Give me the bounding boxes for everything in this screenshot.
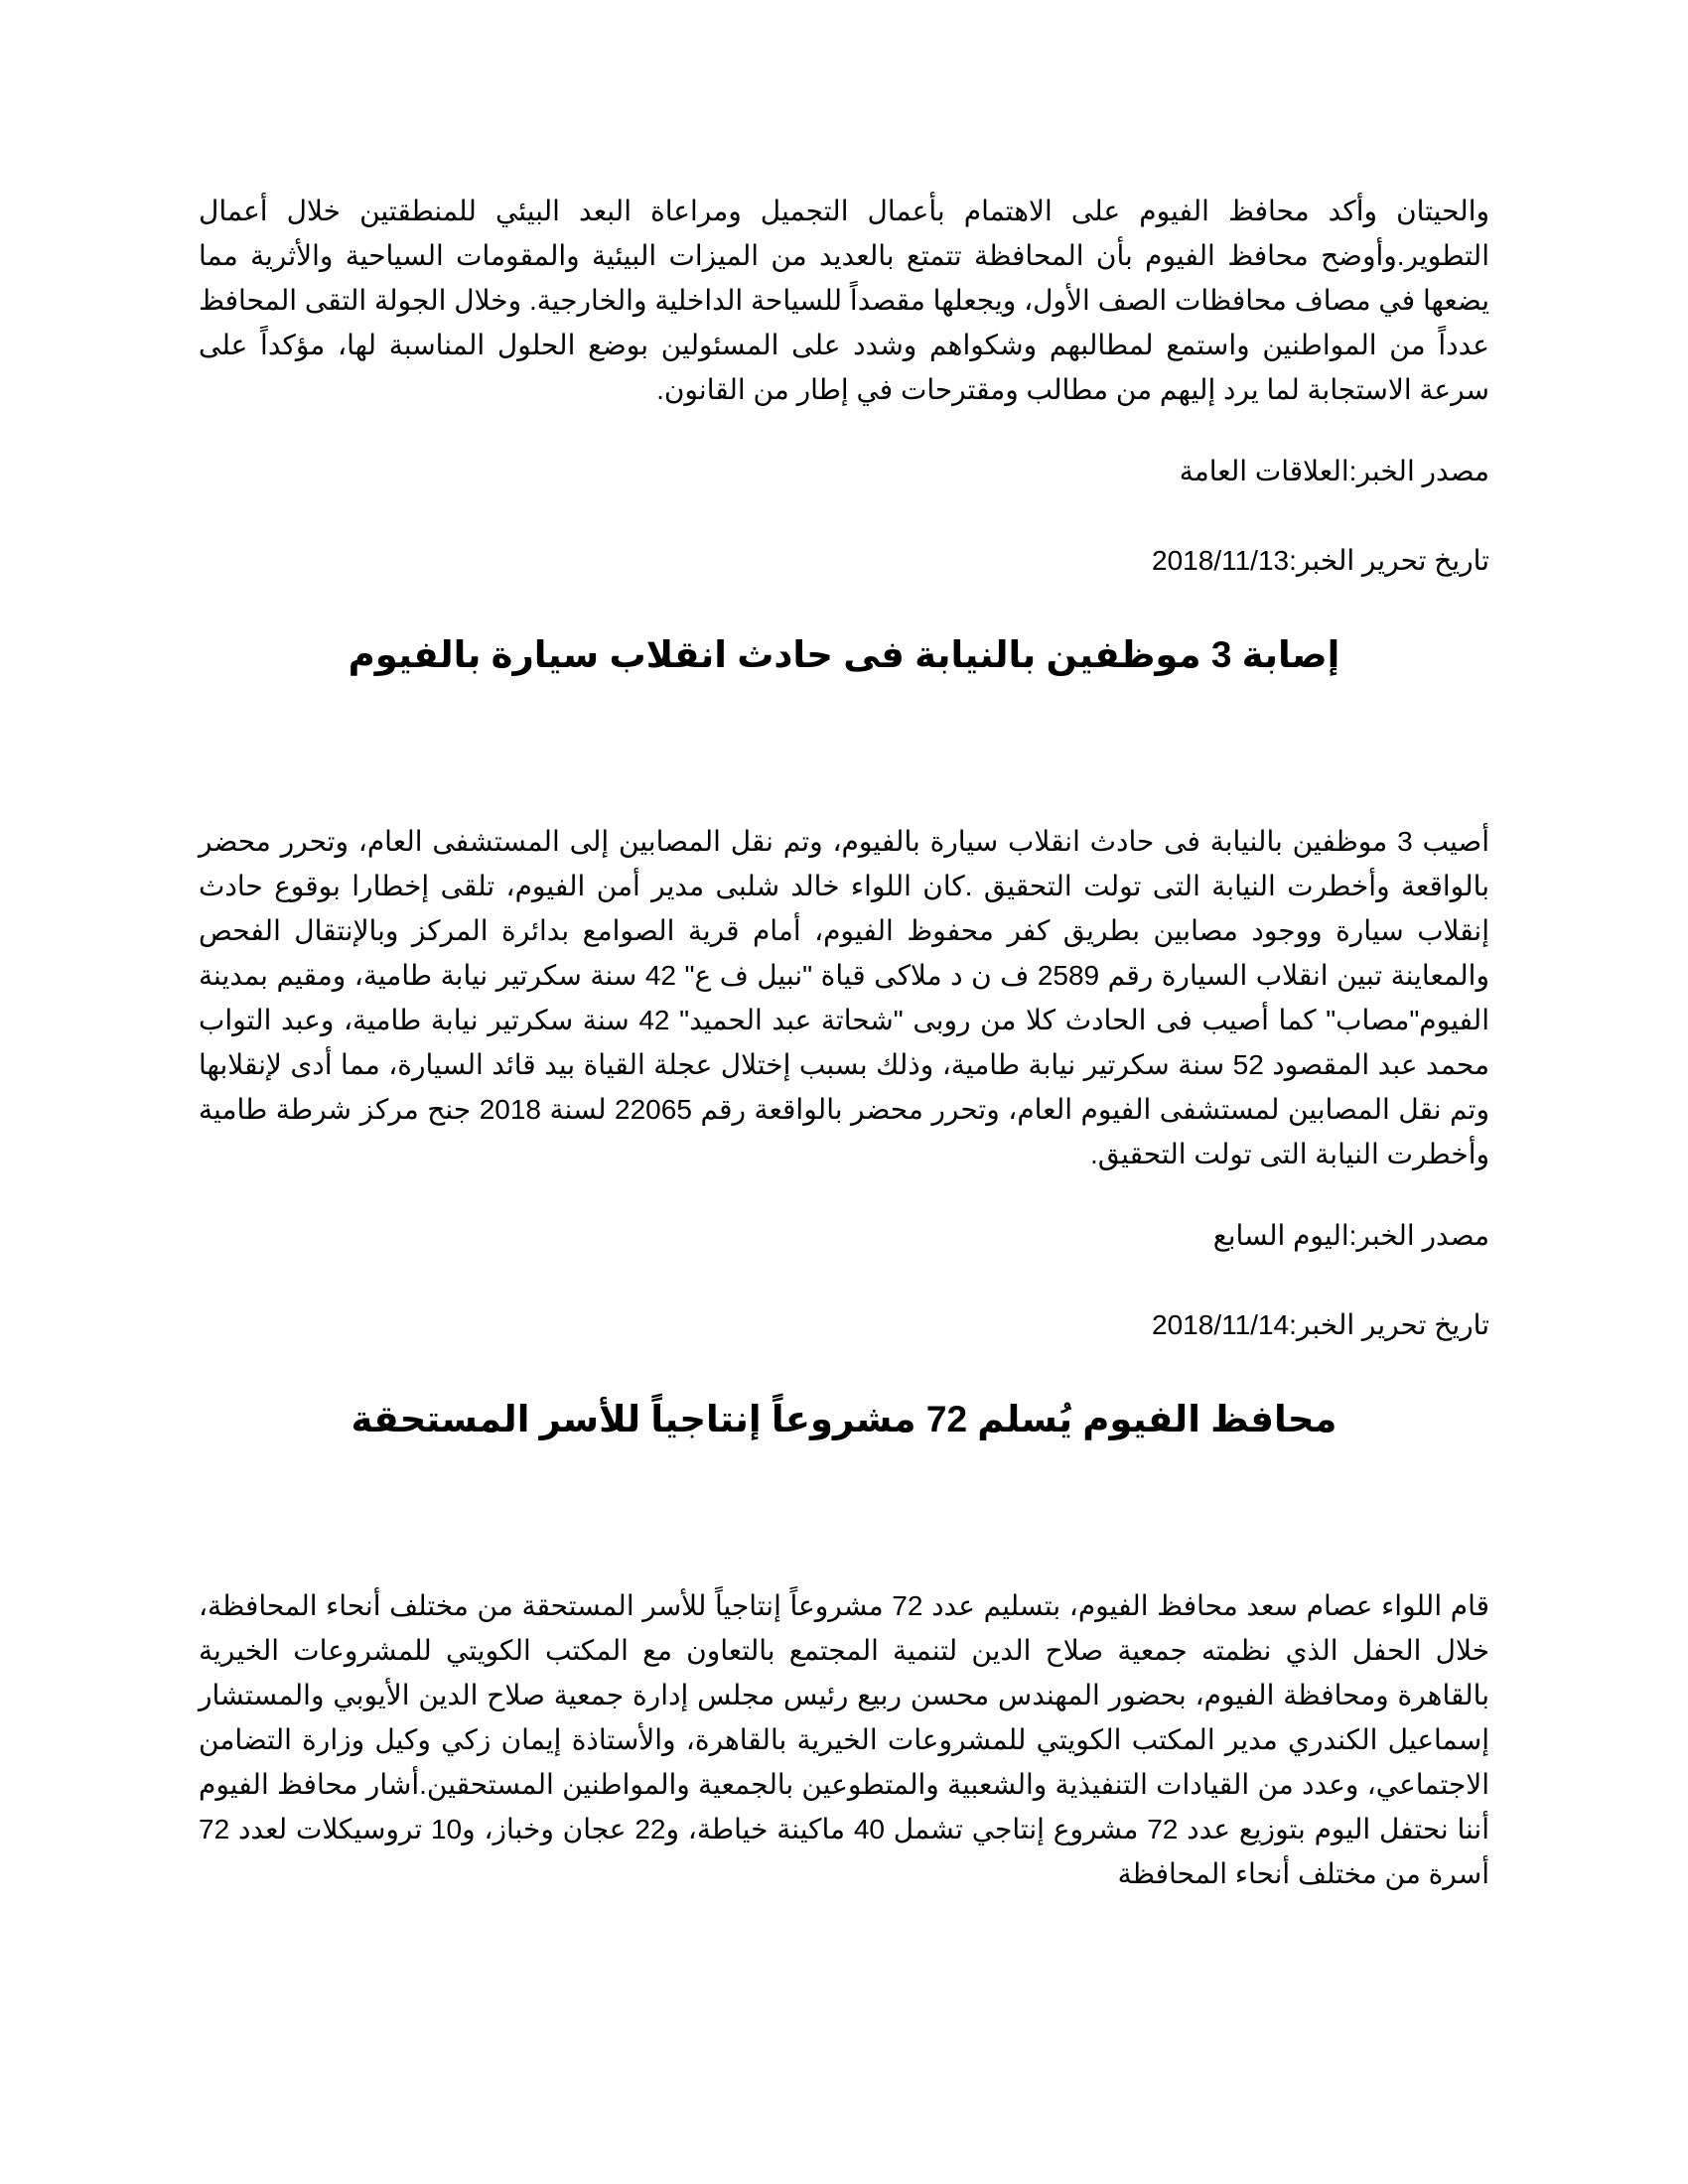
article-paragraph: قام اللواء عصام سعد محافظ الفيوم، بتسليم عدد 72 مشروعاً إنتاجياً للأسر المستحقة من مختلف أنحاء المحافظة، خلال الحفل الذي نظمته جمعية صلاح الدين لتنمية المجتمع بالتعاون مع المكتب الكويتي للمشروعات الخيرية بالقاهرة ومحافظة الفيوم، بحضور المهندس محسن ربيع رئيس مجلس إدارة جمعية صلاح الدين الأيوبي والمستشار إسماعيل الكندري مدير المكتب الكويتي للمشروعات الخيرية بالقاهرة، والأستاذة إيمان زكي وكيل وزارة التضامن الاجتماعي، وعدد من القيادات التنفيذية والشعبية والمتطوعين بالجمعية والمواطنين المستحقين.أشار محافظ الفيوم أننا نحتفل اليوم بتوزيع عدد 72 مشروع إنتاجي تشمل 40 ماكينة خياطة، و22 عجان وخباز، و10 تروسيكلات لعدد 72 أسرة من مختلف أنحاء المحافظة bbox=[199, 1590, 1489, 1889]
news-date: تاريخ تحرير الخبر:2018/11/13 bbox=[1152, 545, 1489, 576]
news-source: مصدر الخبر:اليوم السابع bbox=[1212, 1220, 1489, 1251]
news-source: مصدر الخبر:العلاقات العامة bbox=[1179, 456, 1489, 486]
article-headline: إصابة 3 موظفين بالنيابة فى حادث انقلاب سيارة بالفيوم bbox=[348, 634, 1340, 675]
article-headline: محافظ الفيوم يُسلم 72 مشروعاً إنتاجياً للأسر المستحقة bbox=[351, 1399, 1337, 1439]
news-date: تاريخ تحرير الخبر:2018/11/14 bbox=[1152, 1309, 1489, 1340]
document-page bbox=[199, 189, 1489, 1896]
article-paragraph: أصيب 3 موظفين بالنيابة فى حادث انقلاب سيارة بالفيوم، وتم نقل المصابين إلى المستشفى العام، وتحرر محضر بالواقعة وأخطرت النيابة التى تولت التحقيق .كان اللواء خالد شلبى مدير أمن الفيوم، تلقى إخطارا بوقوع حادث إنقلاب سيارة ووجود مصابين بطريق كفر محفوظ الفيوم، أمام قرية الصوامع بدائرة المركز وبالإنتقال الفحص والمعاينة تبين انقلاب السيارة رقم 2589 ف ن د ملاكى قياة "نبيل ف ع" 42 سنة سكرتير نيابة طامية، ومقيم بمدينة الفيوم"مصاب" كما أصيب فى الحادث كلا من روبى "شحاتة عبد الحميد" 42 سنة سكرتير نيابة طامية، وعبد التواب محمد عبد المقصود 52 سنة سكرتير نيابة طامية، وذلك بسبب إختلال عجلة القياة بيد قائد السيارة، مما أدى لإنقلابها وتم نقل المصابين لمستشفى الفيوم العام، وتحرر محضر بالواقعة رقم 22065 لسنة 2018 جنح مركز شرطة طامية وأخطرت النيابة التى تولت التحقيق. bbox=[199, 826, 1489, 1169]
article-paragraph: والحيتان وأكد محافظ الفيوم على الاهتمام بأعمال التجميل ومراعاة البعد البيئي للمنطقتين خلال أعمال التطوير.وأوضح محافظ الفيوم بأن المحافظة تتمتع بالعديد من الميزات البيئية والمقومات السياحية والأثرية مما يضعها في مصاف محافظات الصف الأول، ويجعلها مقصداً للسياحة الداخلية والخارجية. وخلال الجولة التقى المحافظ عدداً من المواطنين واستمع لمطالبهم وشكواهم وشدد على المسئولين بوضع الحلول المناسبة لها، مؤكداً على سرعة الاستجابة لما يرد إليهم من مطالب ومقترحات في إطار من القانون. bbox=[199, 196, 1489, 405]
